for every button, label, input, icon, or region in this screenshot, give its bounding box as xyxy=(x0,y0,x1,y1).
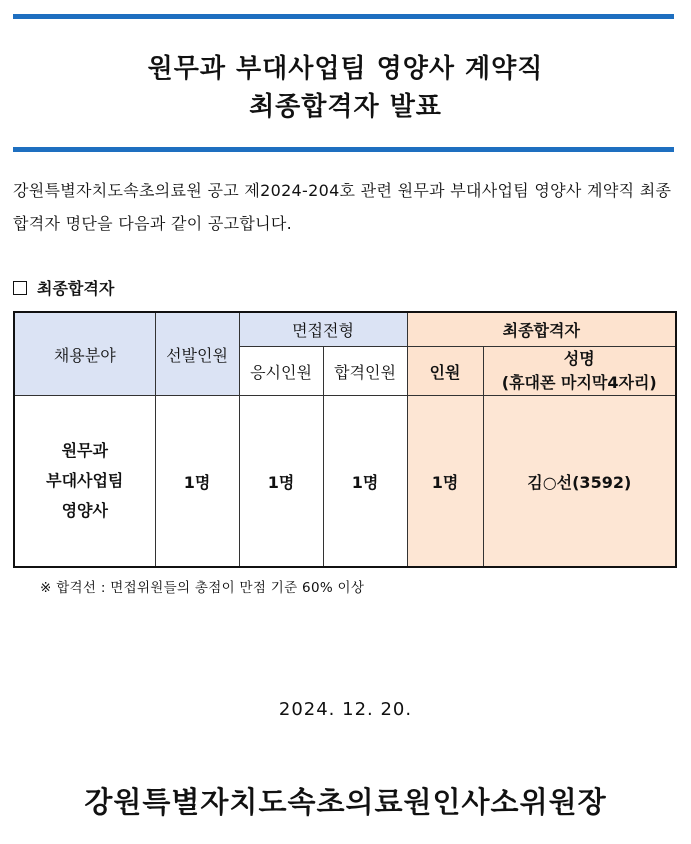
header-name xyxy=(483,347,676,396)
cell-selected-count: 1명 xyxy=(155,396,239,568)
field-line: 원무과 xyxy=(61,441,108,460)
page-subtitle: 최종합격자 발표 xyxy=(249,92,442,122)
header-applicants: 응시인원 xyxy=(239,347,323,396)
cell-final-count: 1명 xyxy=(407,396,483,568)
announcement-date: 2024. 12. 20. xyxy=(278,699,413,720)
cell-field xyxy=(14,396,155,568)
header-name-label: 성명 xyxy=(563,349,595,368)
signer: 강원특별자치도속초의료원인사소위원장 xyxy=(84,785,607,819)
header-field: 채용분야 xyxy=(14,312,155,396)
announcement-text: 강원특별자치도속초의료원 공고 제2024-204호 관련 원무과 부대사업팀 영양사 계약직 최종합격자 명단을 다음과 같이 공고합니다. xyxy=(13,181,672,233)
page-title: 원무과 부대사업팀 영양사 계약직 xyxy=(147,54,544,84)
field-line: 부대사업팀 xyxy=(46,471,124,490)
section-heading xyxy=(13,276,114,299)
cell-name: 김○선(3592) xyxy=(483,396,676,568)
table-row xyxy=(14,396,676,568)
results-table xyxy=(13,311,677,568)
header-name-note: (휴대폰 마지막4자리) xyxy=(501,373,657,392)
cell-passers: 1명 xyxy=(323,396,407,568)
header-passers: 합격인원 xyxy=(323,347,407,396)
square-bullet-icon xyxy=(13,281,27,295)
field-line: 영양사 xyxy=(61,501,108,520)
header-interview-group: 면접전형 xyxy=(239,312,407,347)
top-rule xyxy=(13,14,674,19)
header-final-count: 인원 xyxy=(407,347,483,396)
title-bottom-rule xyxy=(13,147,674,152)
cell-applicants: 1명 xyxy=(239,396,323,568)
footnote: ※ 합격선 : 면접위원들의 총점이 만점 기준 60% 이상 xyxy=(40,580,365,596)
section-title: 최종합격자 xyxy=(37,279,115,298)
header-selected-count: 선발인원 xyxy=(155,312,239,396)
header-final-group: 최종합격자 xyxy=(407,312,676,347)
